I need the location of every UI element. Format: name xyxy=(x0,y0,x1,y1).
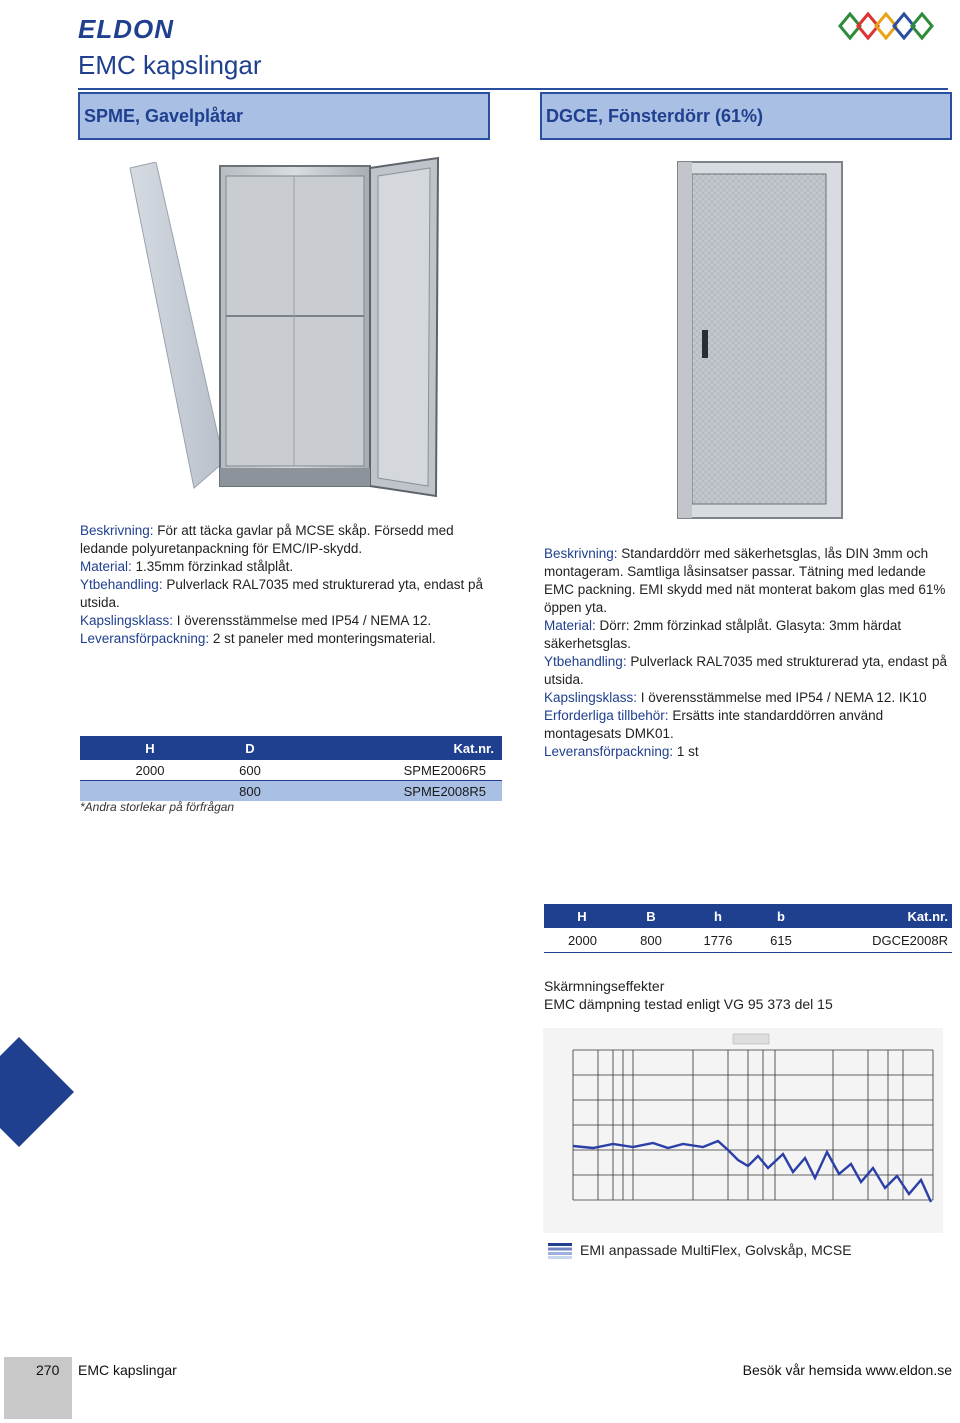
footer-title: EMC kapslingar xyxy=(78,1362,177,1378)
emc-attenuation-graph xyxy=(543,1028,943,1233)
side-panel-image xyxy=(128,162,228,490)
section-title-spme: SPME, Gavelplåtar xyxy=(78,92,490,140)
cell-h: 2000 xyxy=(80,760,220,781)
description-line: Material: 1.35mm förzinkad stålplåt. xyxy=(80,559,294,574)
cell-d: 800 xyxy=(220,781,280,802)
section-title-dgce: DGCE, Fönsterdörr (61%) xyxy=(540,92,952,140)
table-header-row xyxy=(544,904,952,928)
sizes-note: *Andra storlekar på förfrågan xyxy=(80,800,235,814)
website-link[interactable]: Besök vår hemsida www.eldon.se xyxy=(742,1362,952,1378)
cell-katnr: SPME2008R5 xyxy=(280,781,502,802)
description-line: Beskrivning: För att täcka gavlar på MCSE skåp. Försedd med ledande polyuretanpackning för EMC/IP-skydd. xyxy=(80,523,454,556)
emc-heading: Skärmningseffekter xyxy=(544,978,665,994)
cell-h xyxy=(80,781,220,802)
cell-h: 2000 xyxy=(544,928,620,953)
glass-door-cabinet-image xyxy=(676,160,846,522)
emc-section xyxy=(544,977,833,1013)
table-row xyxy=(80,781,502,802)
col-header-katnr: Kat.nr. xyxy=(280,736,502,760)
cell-b: 800 xyxy=(620,928,682,953)
page-title: EMC kapslingar xyxy=(78,50,262,80)
eldon-logo: ELDON xyxy=(78,14,174,44)
stripes-icon xyxy=(548,1243,572,1259)
emc-text: EMC dämpning testad enligt VG 95 373 del 15 xyxy=(544,996,833,1012)
multiflex-caption: EMI anpassade MultiFlex, Golvskåp, MCSE xyxy=(580,1242,852,1258)
description-line: Kapslingsklass: I överensstämmelse med IP54 / NEMA 12. xyxy=(80,613,432,628)
table-row xyxy=(80,760,502,781)
description-line: Ytbehandling: Pulverlack RAL7035 med strukturerad yta, endast på utsida. xyxy=(544,654,947,687)
dgce-spec-table xyxy=(544,904,952,953)
description-line: Erforderliga tillbehör: Ersätts inte standarddörren använd montagesats DMK01. xyxy=(544,708,884,741)
description-line: Beskrivning: Standarddörr med säkerhetsglas, lås DIN 3mm och montageram. Samtliga låsinsatser passar. Tätning med ledande EMC packning. EMI skydd med nät monterat bakom glas med 61% öppen yta. xyxy=(544,546,946,615)
description-line: Ytbehandling: Pulverlack RAL7035 med strukturerad yta, endast på utsida. xyxy=(80,577,483,610)
spme-spec-table xyxy=(80,736,502,801)
cell-katnr: DGCE2008R xyxy=(808,928,952,953)
description-line: Leveransförpackning: 1 st xyxy=(544,744,699,759)
col-header-b-inner: b xyxy=(754,904,808,928)
cell-d: 600 xyxy=(220,760,280,781)
dgce-description xyxy=(544,545,952,761)
col-header-b: B xyxy=(620,904,682,928)
table-header-row xyxy=(80,736,502,760)
cell-h-inner: 1776 xyxy=(682,928,754,953)
cell-katnr: SPME2006R5 xyxy=(280,760,502,781)
description-line: Material: Dörr: 2mm förzinkad stålplåt. Glasyta: 3mm härdat säkerhetsglas. xyxy=(544,618,902,651)
page-number: 270 xyxy=(36,1362,60,1378)
col-header-h: H xyxy=(544,904,620,928)
col-header-h-inner: h xyxy=(682,904,754,928)
open-cabinet-image xyxy=(214,156,442,504)
diamond-pattern-logo xyxy=(828,6,948,46)
col-header-h: H xyxy=(80,736,220,760)
decorative-diamond xyxy=(0,1037,74,1147)
description-line: Kapslingsklass: I överensstämmelse med IP54 / NEMA 12. IK10 xyxy=(544,690,927,705)
col-header-d: D xyxy=(220,736,280,760)
col-header-katnr: Kat.nr. xyxy=(808,904,952,928)
spme-description xyxy=(80,522,500,648)
title-rule xyxy=(78,88,948,90)
cell-b-inner: 615 xyxy=(754,928,808,953)
table-row xyxy=(544,928,952,953)
description-line: Leveransförpackning: 2 st paneler med monteringsmaterial. xyxy=(80,631,436,646)
